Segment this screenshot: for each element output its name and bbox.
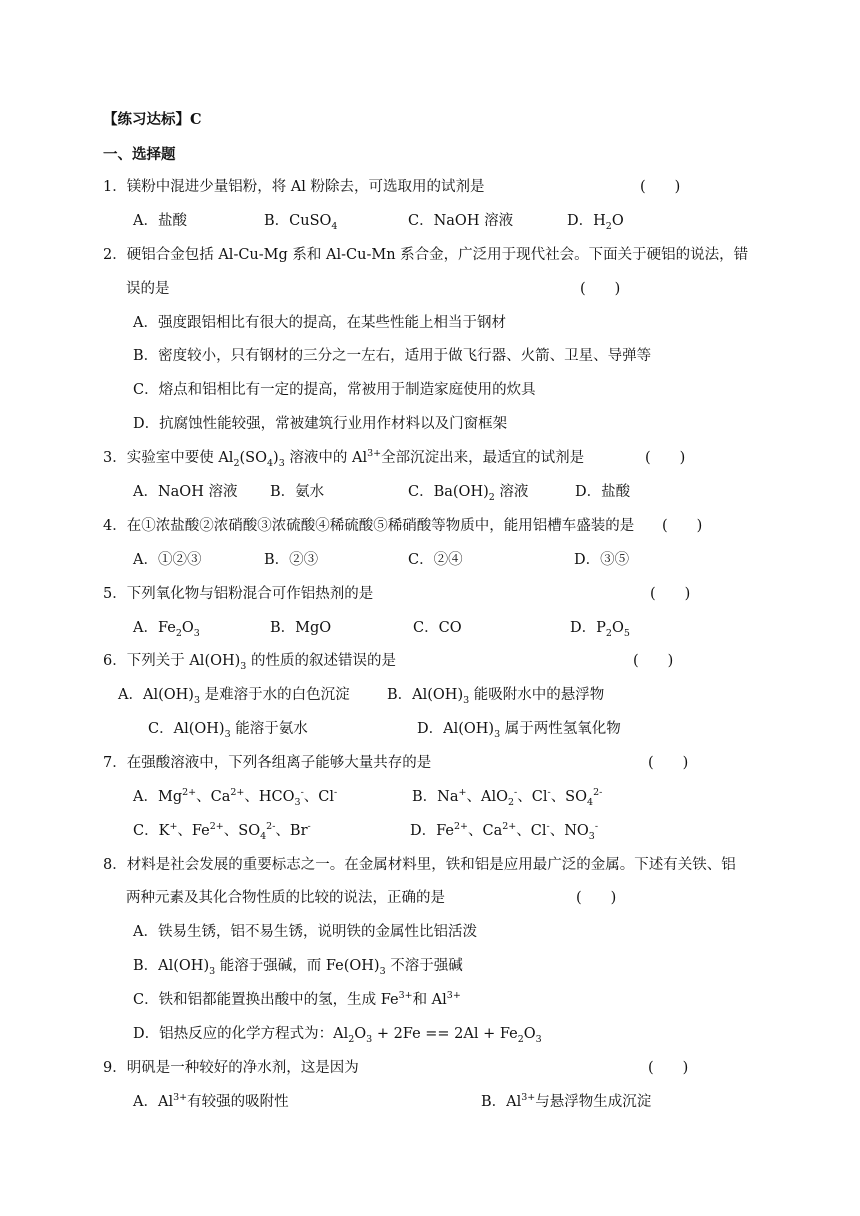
option-b: B．$Al(OH)_3$ 能溶于强碱，而 $Fe(OH)_3$ 不溶于强碱 — [133, 958, 463, 977]
answer-paren: ( ) — [633, 653, 674, 669]
option-a: A．$Mg^{2+}$、$Ca^{2+}$、$HCO_3^-$、Cl- — [133, 787, 338, 808]
question-stem: 4．在①浓盐酸②浓硝酸③浓硫酸④稀硫酸⑤稀硝酸等物质中，能用铝槽车盛装的是 — [103, 518, 635, 534]
option-c: C．K+、$Fe^{2+}$、$SO_4^{2-}$、Br- — [133, 821, 311, 842]
question-stem-cont: 误的是 — [126, 281, 170, 297]
question-stem: 2．硬铝合金包括 Al-Cu-Mg 系和 Al-Cu-Mn 系合金，广泛用于现代社会。下面关于硬铝的说法，错 — [103, 247, 749, 263]
question-stem: 9．明矾是一种较好的净水剂，这是因为 — [103, 1060, 359, 1076]
option-a: A．铁易生锈，铝不易生锈，说明铁的金属性比铝活泼 — [133, 924, 477, 940]
option-b: B．Na+、AlO$_2$-、Cl-、$SO_4^{2-}$ — [412, 787, 603, 808]
option-a: A．$Fe_2O_3$ — [133, 620, 200, 639]
question-stem-cont: 两种元素及其化合物性质的比较的说法，正确的是 — [126, 890, 445, 906]
option-c: C．熔点和铝相比有一定的提高，常被用于制造家庭使用的炊具 — [133, 382, 536, 398]
answer-paren: ( ) — [648, 755, 689, 771]
option-a: A．盐酸 — [133, 213, 187, 229]
answer-paren: ( ) — [662, 518, 703, 534]
option-c: C．②④ — [408, 552, 463, 568]
option-b: B．CuSO$_4$ — [264, 213, 338, 232]
option-c: C．CO — [413, 620, 462, 636]
option-d: D．$P_2O_5$ — [570, 620, 630, 639]
question-stem: 7．在强酸溶液中，下列各组离子能够大量共存的是 — [103, 755, 432, 771]
answer-paren: ( ) — [650, 586, 691, 602]
option-b: B．$Al(OH)_3$ 能吸附水中的悬浮物 — [387, 687, 605, 706]
option-d: D．$Fe^{2+}$、$Ca^{2+}$、Cl-、$NO_3^-$ — [410, 821, 599, 842]
answer-paren: ( ) — [648, 1060, 689, 1076]
option-a: A．$Al^{3+}$有较强的吸附性 — [133, 1092, 289, 1110]
option-a: A．①②③ — [133, 552, 202, 568]
option-c: C．$Ba(OH)_2$ 溶液 — [408, 484, 529, 503]
option-d: D．$Al(OH)_3$ 属于两性氢氧化物 — [417, 721, 621, 740]
question-stem: 1．镁粉中混进少量铝粉，将 Al 粉除去，可选取用的试剂是 — [103, 179, 485, 195]
section-tag: 【练习达标】C — [103, 111, 202, 128]
option-d: D．铝热反应的化学方程式为：$Al_2O_3 + 2Fe == 2Al + Fe_2O_3$ — [133, 1026, 542, 1045]
answer-paren: ( ) — [580, 281, 621, 297]
question-stem: 5．下列氧化物与铝粉混合可作铝热剂的是 — [103, 586, 374, 602]
option-b: B．$Al^{3+}$与悬浮物生成沉淀 — [481, 1092, 652, 1110]
option-b: B．氨水 — [270, 484, 325, 500]
option-c: C．铁和铝都能置换出酸中的氢，生成 $Fe^{3+}$和 $Al^{3+}$ — [133, 990, 461, 1008]
answer-paren: ( ) — [645, 450, 686, 466]
option-b: B．密度较小，只有钢材的三分之一左右，适用于做飞行器、火箭、卫星、导弹等 — [133, 348, 652, 364]
option-b: B．MgO — [270, 620, 332, 636]
option-d: D．$H_2O$ — [567, 213, 624, 232]
answer-paren: ( ) — [640, 179, 681, 195]
option-d: D．抗腐蚀性能较强，常被建筑行业用作材料以及门窗框架 — [133, 416, 508, 432]
answer-paren: ( ) — [576, 890, 617, 906]
part-title: 一、选择题 — [103, 146, 176, 163]
question-stem: 8．材料是社会发展的重要标志之一。在金属材料里，铁和铝是应用最广泛的金属。下述有关铁、铝 — [103, 857, 736, 873]
option-d: D．盐酸 — [575, 484, 631, 500]
question-stem: 6．下列关于 $Al(OH)_3$ 的性质的叙述错误的是 — [103, 653, 396, 672]
option-b: B．②③ — [264, 552, 319, 568]
option-c: C．NaOH 溶液 — [408, 213, 514, 229]
option-d: D．③⑤ — [574, 552, 630, 568]
option-a: A．强度跟铝相比有很大的提高，在某些性能上相当于钢材 — [133, 315, 506, 331]
option-a: A．NaOH 溶液 — [133, 484, 238, 500]
option-c: C．$Al(OH)_3$ 能溶于氨水 — [148, 721, 308, 740]
option-a: A．$Al(OH)_3$ 是难溶于水的白色沉淀 — [118, 687, 350, 706]
question-stem: 3．实验室中要使 $Al_2(SO_4)_3$ 溶液中的 $Al^{3+}$全部沉淀出来，最适宜的试剂是 — [103, 448, 585, 469]
